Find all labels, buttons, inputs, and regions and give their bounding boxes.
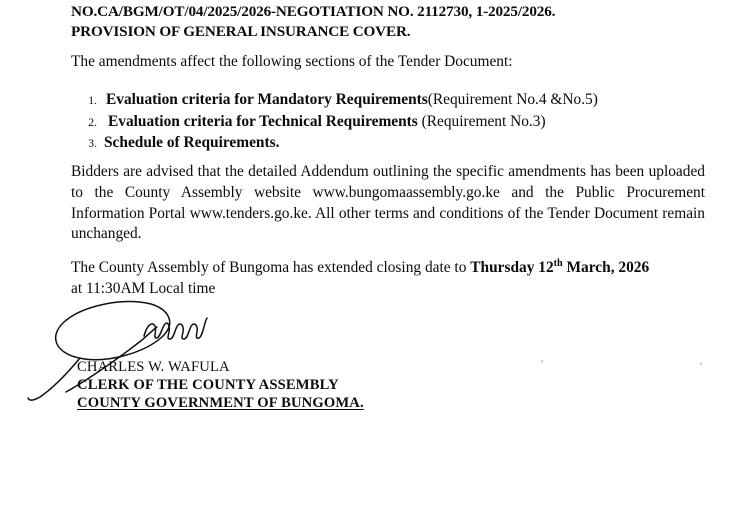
list-item-text bbox=[108, 112, 546, 133]
list-item-bold: Evaluation criteria for Technical Requirements bbox=[108, 112, 418, 130]
body-paragraph: Bidders are advised that the detailed Addendum outlining the specific amendments has been uploaded to the County Assembly website www.bungomaassembly.go.ke and the Public Procurement Information Portal www.tenders.go.ke. All other terms and conditions of the Tender Document remain unchanged. bbox=[71, 163, 705, 243]
closing-time-line: at 11:30AM Local time bbox=[71, 279, 216, 297]
list-item-rest: (Requirement No.3) bbox=[417, 112, 546, 130]
signature-block bbox=[77, 360, 497, 410]
heading-line-1: NO.CA/BGM/OT/04/2025/2026-NEGOTIATION NO. 2112730, 1-2025/2026. bbox=[71, 3, 556, 20]
list-item-text bbox=[106, 90, 598, 111]
closing-lead-text: The County Assembly of Bungoma has extended closing date to bbox=[71, 259, 471, 276]
list-item bbox=[71, 112, 731, 134]
list-item-bold: Evaluation criteria for Mandatory Requirements bbox=[106, 91, 428, 108]
closing-date-bold bbox=[470, 259, 649, 276]
list-item-rest: (Requirement No.4 &No.5) bbox=[427, 91, 598, 108]
list-item-text bbox=[104, 133, 279, 154]
document-heading bbox=[71, 2, 711, 41]
signer-role: CLERK OF THE COUNTY ASSEMBLY bbox=[77, 376, 339, 393]
closing-date-rest: March, 2026 bbox=[562, 259, 650, 276]
list-item-marker: 3. bbox=[88, 137, 97, 150]
list-item bbox=[71, 133, 731, 155]
signer-organisation: COUNTY GOVERNMENT OF BUNGOMA. bbox=[77, 394, 364, 411]
heading-line-2: PROVISION OF GENERAL INSURANCE COVER. bbox=[71, 22, 411, 40]
list-item-marker: 1. bbox=[88, 94, 97, 107]
amendment-list bbox=[71, 90, 731, 155]
list-item-bold: Schedule of Requirements. bbox=[104, 134, 280, 151]
closing-date-ordinal: th bbox=[553, 257, 563, 269]
scan-speck bbox=[541, 360, 543, 363]
signer-name: CHARLES W. WAFULA bbox=[77, 359, 230, 375]
closing-date-line bbox=[71, 258, 721, 279]
list-item bbox=[71, 90, 731, 112]
list-item-marker: 2. bbox=[88, 115, 97, 129]
scan-speck bbox=[700, 362, 702, 365]
closing-date-day: Thursday 12 bbox=[470, 259, 554, 276]
closing-date-paragraph bbox=[71, 258, 721, 300]
intro-sentence: The amendments affect the following sections of the Tender Document: bbox=[71, 53, 513, 70]
